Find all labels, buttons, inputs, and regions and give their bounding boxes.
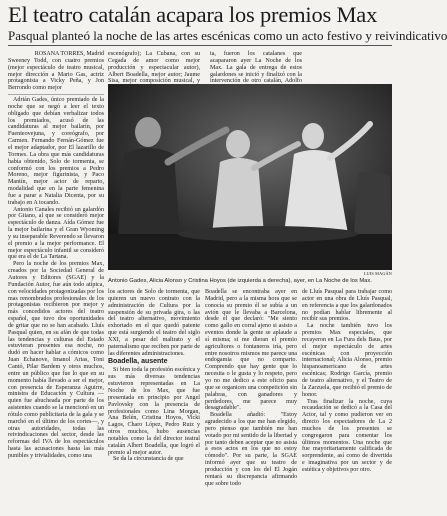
article-column-2-top: [108, 51, 200, 83]
paragraph: Boadella se encontraba ayer en Madrid, pero a la misma hora que se conocía su premio él se subía a un avión que le llevaba a Barcelona, desde el que declaró: "Me siento como gallo en corral ajeno si asisto a eventos donde la gente se aplaude a sí misma; si me dieran el premio agricultores o fontaneros iría, pero entre nosotros mismos me parece una endogamia que no comparto. Comprendo que hay gente que lo necesita o le gusta y lo respeto, pero yo no me dedico a este oficio para que se organicen una competición sin palabras, con ganadores y perdedores, me parece muy desagradable".: [205, 289, 297, 412]
subheadline: Pasqual planteó la noche de las artes escénicas como un acto festivo y reivindicativo: [8, 28, 447, 43]
column-divider: [8, 94, 104, 95]
paragraph: Pero la noche de los premios Max, creados por la Sociedad General de Autores y Editores (SGAE) y la Fundación Autor, fue aún todo atípica, con velocidades protagonizadas por los mas renombrados profesionales de los protagonistas recibieron por mejor y más concedidos actores del teatro español, que tuvo dos oportunidades de gritar que no se han acabado. Lluís Pasqual quien, en su afán de que todas las tendencias y culturas del Estado estuvieran presentes esa noche, no dudó en hacer hablar a cómicos como Juan Echanove, Imanol Arias, Toni Cantó, Pilar Bardem y otros muchos, entre un público que fue lo que en su momento había llevado a ser el mejor, con presencia de Esperanza Aguirre, ministra de Educación y Cultura —quien fue abucheada por parte de los asistentes cuando se la mencionó en un rótulo como publicitaria de la gala y se marchó en el último de los cortes—, y otras autoridades, todas las reivindicaciones del sector, desde las reformas del IVA de los espectáculos hasta las acusaciones hasta las más punibles y trivialidades, como una: [8, 261, 104, 459]
news-photo: [108, 84, 392, 270]
byline: ROSANA TORRES, Madrid: [34, 51, 104, 57]
photo-caption: Antonio Gades, Alicia Alonso y Cristina Hoyos (de izquierda a derecha), ayer, en La Noche de los Max.: [108, 278, 372, 284]
paragraph: Si bien toda la profesión escénica y sus más diversas tendencias estuvieron representadas en La Noche de los Max, que fue presentada en principio por Angel Pavlovsky con la presencia de profesionales como Lina Morgan, Ana Belén, Cristina Hoyos, Vicki Lagos, Charo López, Pedro Ruiz y otros muchos, hubo ausencias notables como la del director teatral catalán Albert Boadella, que logró el premio al mejor autor.: [108, 367, 200, 456]
header-rule: [8, 45, 392, 46]
article-column-4-bottom: [302, 289, 392, 516]
article-column-1: [8, 51, 104, 516]
article-column-3-top: [210, 51, 302, 83]
paragraph: Tras finalizar la noche, cuya recaudación se dedicó a la Casa del Actor, tal y como pudieron ver en directo los espectadores de La 2 muchos de los presentes se congregaron para comentar los últimos momentos. Una noche que fue mayoritariamente calificada de sorprendente, así como de divertida e imaginativa por un sector y de estética y objetivos por otro.: [302, 398, 392, 473]
paragraph: La noche también tuvo los premios Max especiales, que recayeron en La Fura dels Baus, por el mejor espectáculo de artes escénicas con proyección internacional; Alicia Alonso, premio hispanoamericano de artes escénicas; Rodrigo García, premio de teatro alternativo, y el Teatro de la Zarzuela, que recibió el premio de honor.: [302, 323, 392, 398]
article-column-3-bottom: [205, 289, 297, 516]
paragraph: Boadella añadió: "Estoy agradecido a los que me han elegido, pero pienso que también me han votado por mi sentido de la libertad y por tanto deben aceptar que no asista a esos actos en los que no estoy cómodo". Por su parte, la SGAE informó ayer que su teatro de producción y con los del El Jogán rentará su discrepancia afirmando que sobre todo: [205, 412, 297, 487]
paragraph: Sweeney Todd, con cuatro premios (mejor espectáculo de teatro musical, mejor dirección a Mario Gas, actriz protagonista a Vicky Peña, y Jon Berrondo como mejor: [8, 57, 104, 92]
headline: El teatro catalán acapara los premios Max: [8, 2, 378, 27]
paragraph: Adrián Gades, único premiado de la noche que se negó a leer el texto obligado que debían verbalizar todos los premiados, acusó de las candidaturas al mejor bailarín, por Fuenteovejuna, y coreógrafo, por Carmen. Fernando Fernán-Gómez fue el mejor adaptador, por El lazarillo de Tormes. La obra que más candidaturas había obtenido, Solo de tormenta, se conformó con los premios a Pedro Moreno, mejor figurinista, y Paco Mantín, mejor actor de reparto, modalidad que en la parte femenina fue a parar a Natalia Dicenta, por su trabajo en A tocando.: [8, 97, 104, 206]
paragraph: escenógrafo); La Cubana, con su Cegada de amor como mejor producción y espectacular autor), Albert Boadella, mejor autor; Jaume Sisa, mejor composición musical, y: [108, 51, 200, 85]
paragraph: Se da la circunstancia de que: [113, 456, 184, 463]
paragraph: los actores de Solo de tormenta, que quieren un nuevo contrato con la administración de Cultura por la suspensión de su privada gira, o las del teatro alternativo, movimiento exhortado en el que quedó patente que está surgiendo el teatro del siglo XXI, a pesar del maltrato y el paternalismo que reciben por parte de las diferentes administraciones.: [108, 289, 200, 357]
paragraph: ta, fueron los catalanes que acapararon ayer La Noche de los Max. La gala de entrega de estos galardones se inició y finalizó con la intervención de otro catalán, Adolfo: [210, 51, 302, 85]
photo-credit: LUIS MAGÁN: [363, 271, 392, 276]
article-column-2-bottom: [108, 289, 200, 516]
paragraph: de Lluís Pasqual para trabajar como actor en una obra de Lluís Pasqual, en referencia a que los galardonados no podían hablar libremente al recibir sus premios.: [302, 289, 392, 323]
paragraph: Antonio Canales recibió un galardón por Gitano, al que se consideró mejor espectáculo de danza. Aída Gómez fue la mejor bailarina y el Gran Wyoming y su inseparable Reverendo se llevaron el premio a la mejor performance. El mejor espectáculo infantil se consideró que era el de La Tartana.: [8, 206, 104, 261]
section-title: Boadella, ausente: [108, 358, 168, 366]
photo-illustration: [108, 84, 392, 270]
